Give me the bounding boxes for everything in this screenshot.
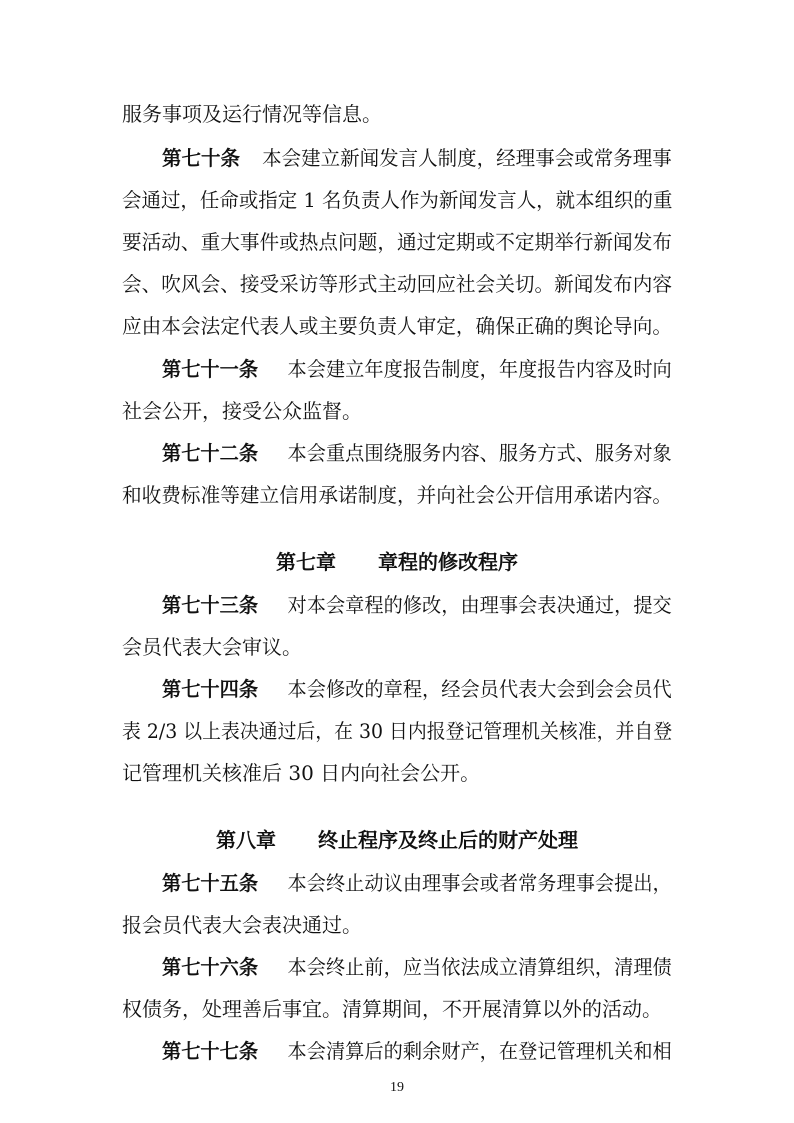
article-77-line bbox=[162, 1037, 672, 1065]
chapter-8-title: 终止程序及终止后的财产处理 bbox=[317, 828, 578, 852]
paragraph-line: 服务事项及运行情况等信息。 bbox=[122, 102, 382, 126]
article-71-line bbox=[162, 355, 672, 383]
article-70-text: 本会建立新闻发言人制度，经理事会或常务理事 bbox=[262, 146, 672, 170]
chapter-8-heading bbox=[0, 826, 794, 854]
paragraph-line: 会通过，任命或指定 1 名负责人作为新闻发言人，就本组织的重 bbox=[122, 188, 673, 212]
article-71-label: 第七十一条 bbox=[162, 357, 259, 381]
article-73-line bbox=[162, 591, 672, 619]
paragraph-line: 和收费标准等建立信用承诺制度，并向社会公开信用承诺内容。 bbox=[122, 483, 672, 507]
article-77-label: 第七十七条 bbox=[162, 1039, 259, 1063]
paragraph-line: 权债务，处理善后事宜。清算期间，不开展清算以外的活动。 bbox=[122, 997, 662, 1021]
article-74-line bbox=[162, 675, 672, 703]
article-74-text: 本会修改的章程，经会员代表大会到会会员代 bbox=[287, 677, 672, 701]
article-70-line bbox=[162, 144, 672, 172]
paragraph-line: 应由本会法定代表人或主要负责人审定，确保正确的舆论导向。 bbox=[122, 314, 672, 338]
article-76-label: 第七十六条 bbox=[162, 955, 259, 979]
article-71-text: 本会建立年度报告制度，年度报告内容及时向 bbox=[287, 357, 672, 381]
article-72-text: 本会重点围绕服务内容、服务方式、服务对象 bbox=[287, 441, 672, 465]
paragraph-line: 表 2/3 以上表决通过后，在 30 日内报登记管理机关核准，并自登 bbox=[122, 719, 673, 743]
paragraph-line: 社会公开，接受公众监督。 bbox=[122, 399, 362, 423]
paragraph-line: 会员代表大会审议。 bbox=[122, 635, 302, 659]
page-number: 19 bbox=[390, 1080, 404, 1095]
article-75-label: 第七十五条 bbox=[162, 871, 259, 895]
paragraph-line: 记管理机关核准后 30 日内向社会公开。 bbox=[122, 761, 481, 785]
chapter-7-heading bbox=[0, 548, 794, 576]
article-75-text: 本会终止动议由理事会或者常务理事会提出， bbox=[287, 871, 672, 895]
chapter-7-number: 第七章 bbox=[276, 550, 337, 574]
article-73-label: 第七十三条 bbox=[162, 593, 259, 617]
paragraph-line: 要活动、重大事件或热点问题，通过定期或不定期举行新闻发布 bbox=[122, 230, 672, 254]
article-72-label: 第七十二条 bbox=[162, 441, 259, 465]
article-76-line bbox=[162, 953, 672, 981]
article-72-line bbox=[162, 439, 672, 467]
article-74-label: 第七十四条 bbox=[162, 677, 259, 701]
article-73-text: 对本会章程的修改，由理事会表决通过，提交 bbox=[287, 593, 672, 617]
article-75-line bbox=[162, 869, 672, 897]
article-77-text: 本会清算后的剩余财产，在登记管理机关和相 bbox=[287, 1039, 672, 1063]
chapter-7-title: 章程的修改程序 bbox=[377, 550, 518, 574]
article-70-label: 第七十条 bbox=[162, 146, 241, 170]
paragraph-line: 报会员代表大会表决通过。 bbox=[122, 913, 362, 937]
paragraph-line: 会、吹风会、接受采访等形式主动回应社会关切。新闻发布内容 bbox=[122, 272, 672, 296]
chapter-8-number: 第八章 bbox=[216, 828, 277, 852]
article-76-text: 本会终止前，应当依法成立清算组织，清理债 bbox=[287, 955, 672, 979]
